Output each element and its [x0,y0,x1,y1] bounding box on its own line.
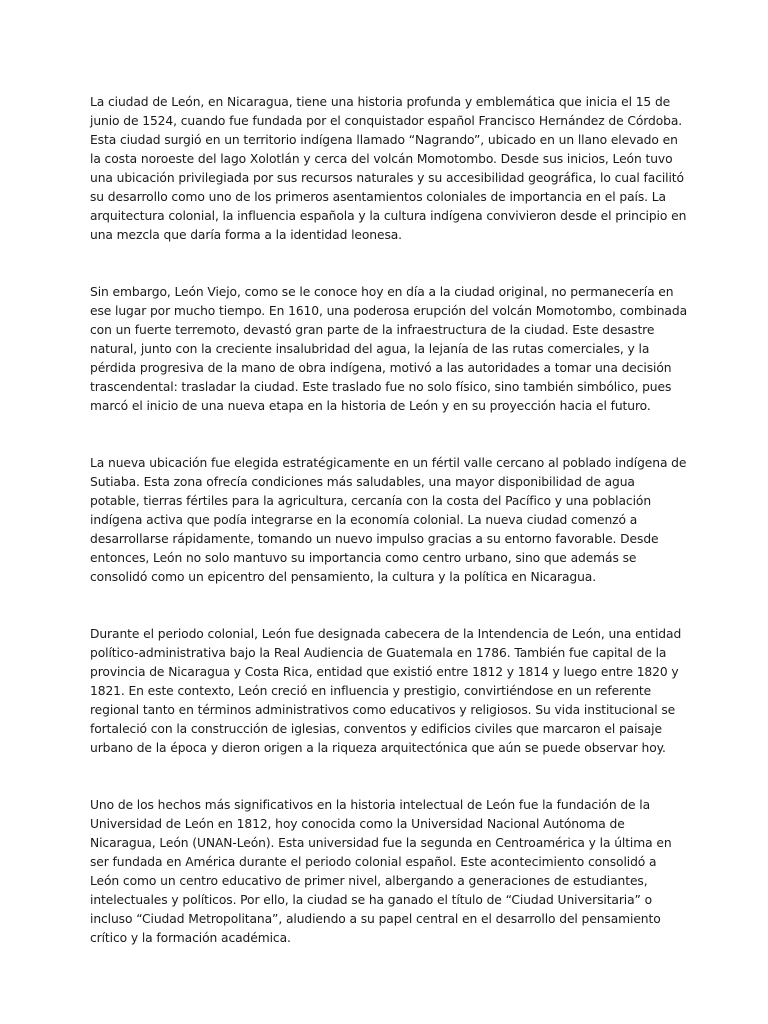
paragraph-founding: La ciudad de León, en Nicaragua, tiene una historia profunda y emblemática que inicia el 15 de junio de 1524, cuando fue fundada por el conquistador español Francisco Hernández de Córdoba. Esta ciudad surgió en un territorio indígena llamado “Nagrando”, ubicado en un llano elevado en la costa noroeste del lago Xolotlán y cerca del volcán Momotombo. Desde sus inicios, León tuvo una ubicación privilegiada por sus recursos naturales y su accesibilidad geográfica, lo cual facilitó su desarrollo como uno de los primeros asentamientos coloniales de importancia en el país. La arquitectura colonial, la influencia española y la cultura indígena convivieron desde el principio en una mezcla que daría forma a la identidad leonesa. [90,95,687,242]
paragraph-university: Uno de los hechos más significativos en la historia intelectual de León fue la fundación de la Universidad de León en 1812, hoy conocida como la Universidad Nacional Autónoma de Nicaragua, León (UNAN-León). Esta universidad fue la segunda en Centroamérica y la última en ser fundada en América durante el periodo colonial español. Este acontecimiento consolidó a León como un centro educativo de primer nivel, albergando a generaciones de estudiantes, intelectuales y políticos. Por ello, la ciudad se ha ganado el título de “Ciudad Universitaria” o incluso “Ciudad Metropolitana”, aludiendo a su papel central en el desarrollo del pensamiento crítico y la formación académica. [90,798,672,945]
paragraph-new-location: La nueva ubicación fue elegida estratégicamente en un fértil valle cercano al poblado indígena de Sutiaba. Esta zona ofrecía condiciones más saludables, una mayor disponibilidad de agua potable, tierras fértiles para la agricultura, cercanía con la costa del Pacífico y una población indígena activa que podía integrarse en la economía colonial. La nueva ciudad comenzó a desarrollarse rápidamente, tomando un nuevo impulso gracias a su entorno favorable. Desde entonces, León no solo mantuvo su importancia como centro urbano, sino que además se consolidó como un epicentro del pensamiento, la cultura y la política en Nicaragua. [90,456,687,584]
paragraph-relocation: Sin embargo, León Viejo, como se le conoce hoy en día a la ciudad original, no permanecería en ese lugar por mucho tiempo. En 1610, una poderosa erupción del volcán Momotombo, combinada con un fuerte terremoto, devastó gran parte de la infraestructura de la ciudad. Este desastre natural, junto con la creciente insalubridad del agua, la lejanía de las rutas comerciales, y la pérdida progresiva de la mano de obra indígena, motivó a las autoridades a tomar una decisión trascendental: trasladar la ciudad. Este traslado fue no solo físico, sino también simbólico, pues marcó el inicio de una nueva etapa en la historia de León y en su proyección hacia el futuro. [90,285,688,413]
paragraph-colonial-period: Durante el periodo colonial, León fue designada cabecera de la Intendencia de León, una entidad político-administrativa bajo la Real Audiencia de Guatemala en 1786. También fue capital de la provincia de Nicaragua y Costa Rica, entidad que existió entre 1812 y 1814 y luego entre 1820 y 1821. En este contexto, León creció en influencia y prestigio, convirtiéndose en un referente regional tanto en términos administrativos como educativos y religiosos. Su vida institucional se fortaleció con la construcción de iglesias, conventos y edificios civiles que marcaron el paisaje urbano de la época y dieron origen a la riqueza arquitectónica que aún se puede observar hoy. [90,627,682,755]
